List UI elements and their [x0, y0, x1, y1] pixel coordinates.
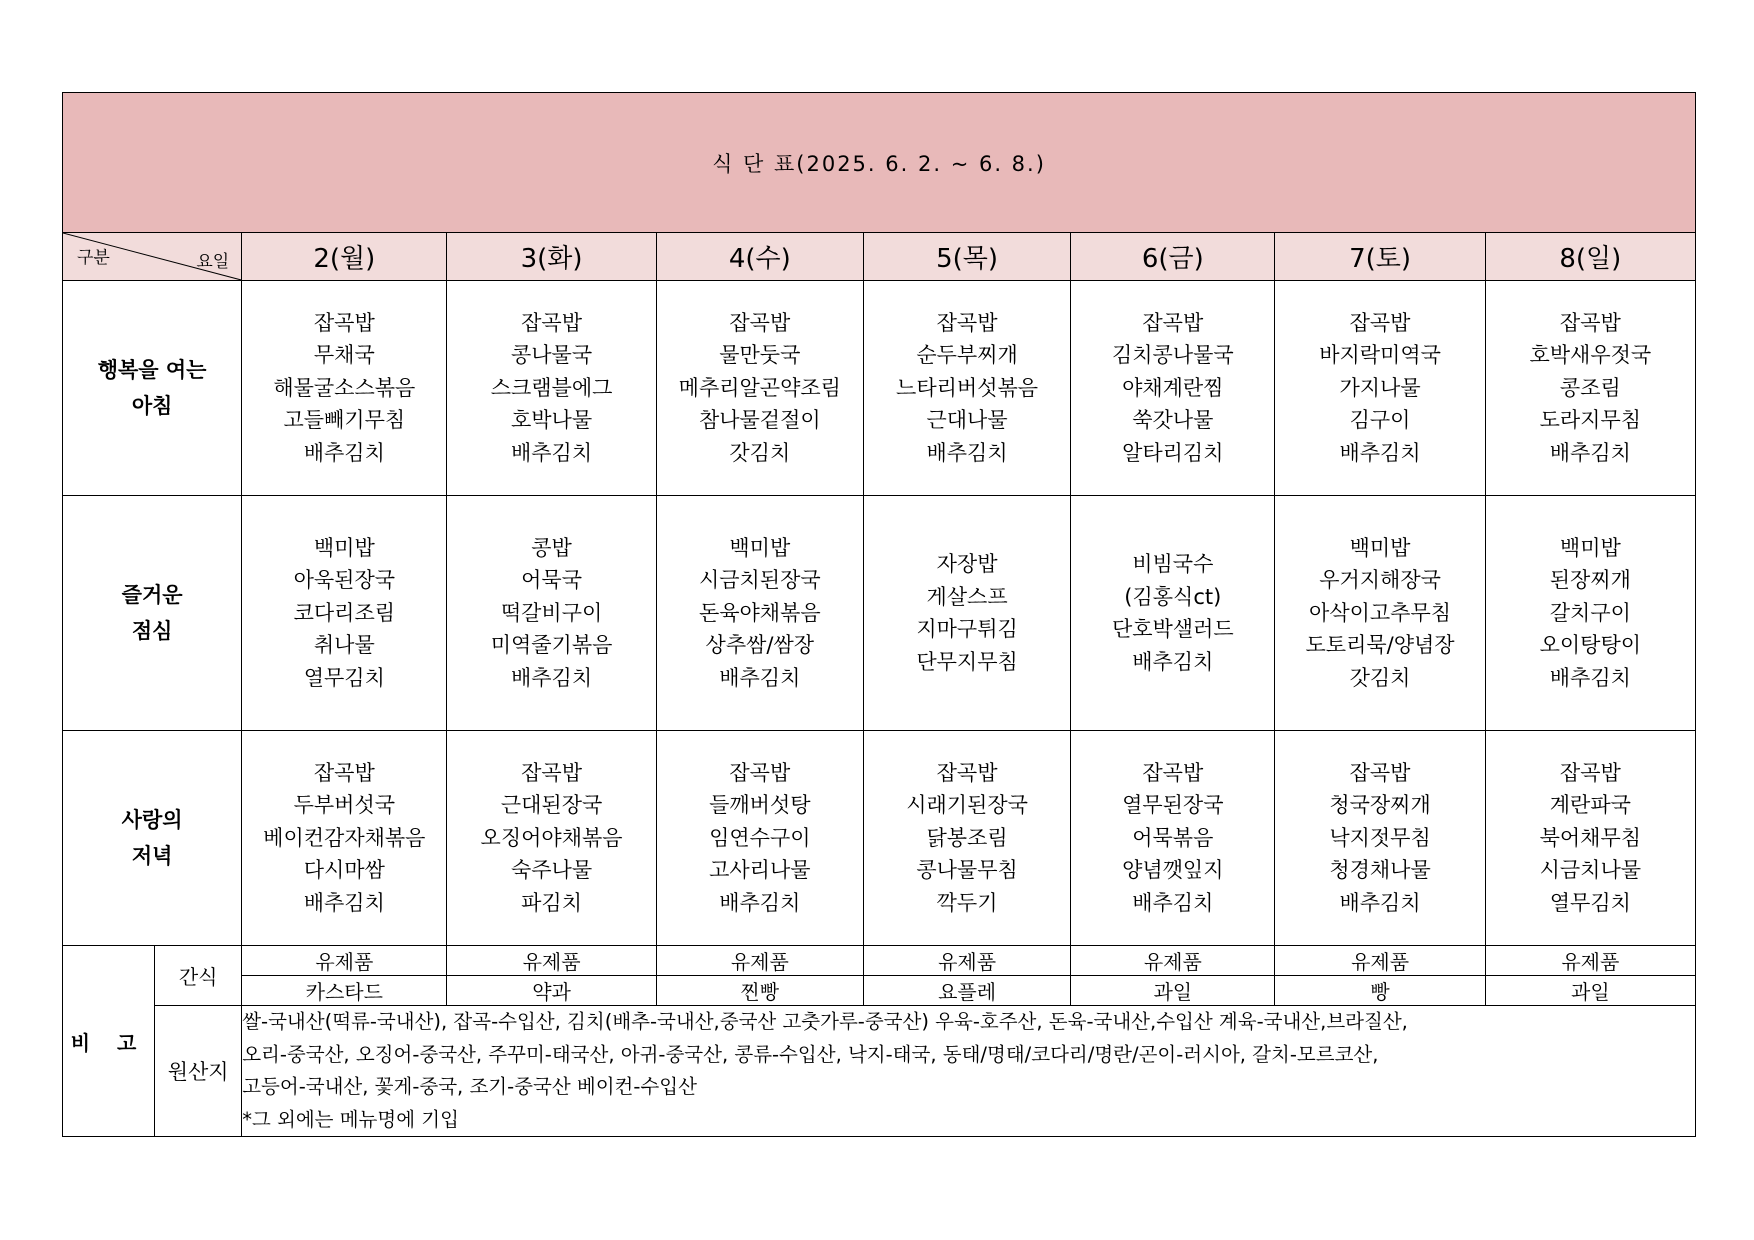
dish-item: 쑥갓나물	[1132, 408, 1214, 433]
dinner-row	[63, 731, 1696, 946]
menu-cell	[863, 496, 1070, 731]
day-header: 8(일)	[1485, 233, 1695, 281]
dish-item: 해물굴소스볶음	[273, 375, 416, 400]
dish-item: 배추김치	[1132, 649, 1214, 674]
dish-item: 열무김치	[303, 665, 385, 690]
dish-item: 잡곡밥	[729, 760, 791, 785]
dish-item: 고사리나물	[709, 858, 811, 883]
dish-item: 호박새우젓국	[1529, 343, 1652, 368]
menu-cell	[1071, 731, 1275, 946]
menu-cell	[1071, 496, 1275, 731]
dish-item: 오이탕탕이	[1539, 633, 1642, 658]
dish-item: 김구이	[1349, 408, 1411, 433]
dish-item: 백미밥	[313, 535, 375, 560]
origin-line: *그 외에는 메뉴명에 기입	[242, 1107, 459, 1131]
dish-item: 깍두기	[936, 890, 998, 915]
origin-line: 오리-중국산, 오징어-중국산, 주꾸미-태국산, 아귀-중국산, 콩류-수입산, 낙지-태국, 동태/명태/코다리/명란/곤이-러시아, 갈치-모르코산,	[242, 1042, 1379, 1066]
menu-cell	[863, 731, 1070, 946]
snack-cell: 유제품	[242, 946, 447, 976]
dish-item: 떡갈비구이	[500, 600, 603, 625]
dish-item: 배추김치	[510, 440, 593, 465]
dish-item: 북어채무침	[1539, 825, 1642, 850]
dish-item: 상추쌈/쌈장	[705, 633, 815, 658]
meal-label	[63, 731, 242, 946]
dish-item: 파김치	[521, 890, 582, 915]
dish-item: 게살스프	[926, 584, 1008, 609]
dish-item: 두부버섯국	[293, 793, 396, 818]
menu-cell	[1275, 496, 1485, 731]
dish-item: 청경채나물	[1329, 858, 1431, 883]
dish-item: 배추김치	[1339, 440, 1421, 465]
dish-item: 들깨버섯탕	[709, 793, 811, 818]
dish-item: 도라지무침	[1539, 408, 1642, 433]
menu-cell	[447, 496, 656, 731]
dish-item: 된장찌개	[1549, 568, 1631, 593]
menu-cell	[1485, 496, 1695, 731]
yoil-label: 요일	[196, 252, 230, 272]
origin-label: 원산지	[155, 1006, 242, 1137]
menu-cell	[242, 496, 447, 731]
dish-item: 호박나물	[510, 408, 593, 433]
dish-item: 갈치구이	[1549, 600, 1631, 625]
meal-label-line: 점심	[131, 619, 173, 643]
dish-item: 베이컨감자채볶음	[263, 825, 426, 850]
meal-label	[63, 496, 242, 731]
dish-item: 가지나물	[1339, 375, 1421, 400]
dish-item: 콩나물무침	[916, 858, 1018, 883]
origin-text-cell	[242, 1006, 1696, 1137]
dish-item: 자장밥	[936, 552, 998, 576]
gubun-header-cell	[63, 233, 242, 281]
dish-item: 계란파국	[1549, 793, 1631, 818]
snack-cell: 유제품	[656, 946, 863, 976]
dish-item: 잡곡밥	[1349, 310, 1411, 335]
origin-row	[63, 1006, 1696, 1137]
dish-item: 스크램블에그	[490, 375, 613, 400]
dish-item: 고들빼기무침	[283, 408, 406, 433]
meal-label-line: 즐거운	[121, 583, 183, 607]
dish-item: 배추김치	[926, 440, 1008, 465]
menu-cell	[656, 731, 863, 946]
dish-item: 배추김치	[719, 665, 801, 690]
dish-item: 야채계란찜	[1122, 375, 1224, 400]
snack-cell: 유제품	[1275, 946, 1485, 976]
menu-cell	[1275, 281, 1485, 496]
dish-item: 잡곡밥	[729, 310, 791, 335]
snack-cell: 요플레	[863, 976, 1070, 1006]
dish-item: 근대된장국	[500, 793, 603, 818]
snack-cell: 카스타드	[242, 976, 447, 1006]
snack-cell: 과일	[1485, 976, 1695, 1006]
dish-item: 콩조림	[1559, 375, 1621, 400]
bigo-label: 비 고	[63, 946, 155, 1137]
dish-item: 단호박샐러드	[1111, 617, 1234, 641]
dish-item: 메추리알곤약조림	[678, 375, 841, 400]
snack-cell: 유제품	[863, 946, 1070, 976]
meal-label-line: 아침	[131, 394, 173, 418]
day-header: 2(월)	[242, 233, 447, 281]
dish-item: 배추김치	[1549, 440, 1631, 465]
dish-item: 단무지무침	[916, 649, 1018, 674]
snack-cell: 빵	[1275, 976, 1485, 1006]
dish-item: 백미밥	[1559, 535, 1621, 560]
dish-item: 느타리버섯볶음	[896, 375, 1039, 400]
dish-item: 물만둣국	[719, 343, 801, 368]
dish-item: 잡곡밥	[313, 760, 375, 785]
menu-table	[62, 92, 1696, 1137]
snack-cell: 약과	[447, 976, 656, 1006]
dish-item: 잡곡밥	[521, 760, 582, 785]
meal-label	[63, 281, 242, 496]
dish-item: 잡곡밥	[313, 310, 375, 335]
day-header: 4(수)	[656, 233, 863, 281]
meal-label-line: 사랑의	[121, 808, 183, 832]
dish-item: 닭봉조림	[926, 825, 1008, 850]
dish-item: 갓김치	[729, 440, 791, 465]
snack-cell: 과일	[1071, 976, 1275, 1006]
dish-item: 우거지해장국	[1319, 568, 1441, 593]
dish-item: 도토리묵/양념장	[1305, 633, 1455, 658]
day-header: 7(토)	[1275, 233, 1485, 281]
dish-item: 김치콩나물국	[1111, 343, 1234, 368]
origin-line: 고등어-국내산, 꽃게-중국, 조기-중국산 베이컨-수입산	[242, 1075, 697, 1098]
dish-item: 비빔국수	[1132, 552, 1214, 576]
menu-cell	[1485, 281, 1695, 496]
dish-item: 시래기된장국	[906, 793, 1028, 818]
dish-item: 취나물	[313, 633, 375, 658]
dish-item: 오징어야채볶음	[480, 825, 623, 850]
dish-item: 배추김치	[510, 665, 593, 690]
day-header: 5(목)	[863, 233, 1070, 281]
page-title: 식 단 표(2025. 6. 2. ~ 6. 8.)	[63, 93, 1696, 233]
dish-item: 백미밥	[729, 535, 791, 560]
dish-item: 배추김치	[1549, 665, 1631, 690]
menu-cell	[656, 281, 863, 496]
dish-item: 양념깻잎지	[1122, 858, 1224, 883]
dish-item: 갓김치	[1349, 665, 1411, 690]
lunch-row	[63, 496, 1696, 731]
dish-item: 잡곡밥	[936, 760, 998, 785]
menu-cell	[1275, 731, 1485, 946]
dish-item: 어묵볶음	[1132, 825, 1214, 850]
menu-cell	[1485, 731, 1695, 946]
dish-item: 낙지젓무침	[1329, 825, 1431, 850]
dish-item: 지마구튀김	[916, 617, 1018, 641]
menu-cell	[447, 731, 656, 946]
dish-item: 임연수구이	[709, 825, 811, 850]
dish-item: 근대나물	[926, 408, 1008, 433]
dish-item: 백미밥	[1349, 535, 1411, 560]
menu-cell	[863, 281, 1070, 496]
breakfast-row	[63, 281, 1696, 496]
menu-cell	[656, 496, 863, 731]
day-header: 3(화)	[447, 233, 656, 281]
menu-cell	[447, 281, 656, 496]
dish-item: 배추김치	[303, 440, 385, 465]
dish-item: 숙주나물	[510, 858, 593, 883]
dish-item: 콩밥	[531, 535, 572, 560]
dish-item: 배추김치	[719, 890, 801, 915]
dish-item: (김홍식ct)	[1124, 584, 1222, 609]
snack-row-2	[63, 976, 1696, 1006]
dish-item: 열무된장국	[1122, 793, 1224, 818]
menu-cell	[1071, 281, 1275, 496]
dish-item: 잡곡밥	[1559, 760, 1621, 785]
dish-item: 잡곡밥	[1349, 760, 1411, 785]
menu-cell	[242, 281, 447, 496]
meal-label-line: 저녁	[131, 844, 173, 868]
origin-line: 쌀-국내산(떡류-국내산), 잡곡-수입산, 김치(배추-국내산,중국산 고춧가루-중국산) 우육-호주산, 돈육-국내산,수입산 계육-국내산,브라질산,	[242, 1010, 1408, 1033]
dish-item: 시금치된장국	[698, 568, 821, 593]
dish-item: 잡곡밥	[1142, 310, 1204, 335]
dish-item: 잡곡밥	[1559, 310, 1621, 335]
snack-cell: 유제품	[447, 946, 656, 976]
dish-item: 배추김치	[1132, 890, 1214, 915]
snack-row-1	[63, 946, 1696, 976]
dish-item: 청국장찌개	[1329, 793, 1431, 818]
dish-item: 참나물겉절이	[698, 408, 821, 433]
dish-item: 시금치나물	[1539, 858, 1642, 883]
gubun-label: 구분	[77, 248, 110, 268]
snack-cell: 유제품	[1071, 946, 1275, 976]
day-header: 6(금)	[1071, 233, 1275, 281]
dish-item: 어묵국	[521, 568, 582, 593]
dish-item: 알타리김치	[1122, 440, 1224, 465]
dish-item: 순두부찌개	[916, 343, 1018, 368]
dish-item: 잡곡밥	[521, 310, 582, 335]
dish-item: 배추김치	[303, 890, 385, 915]
snack-label: 간식	[155, 946, 242, 1006]
dish-item: 코다리조림	[293, 600, 396, 625]
dish-item: 미역줄기볶음	[490, 633, 613, 658]
dish-item: 열무김치	[1549, 890, 1631, 915]
day-header-row	[63, 233, 1696, 281]
dish-item: 바지락미역국	[1319, 343, 1441, 368]
snack-cell: 찐빵	[656, 976, 863, 1006]
dish-item: 잡곡밥	[936, 310, 998, 335]
dish-item: 무채국	[313, 343, 375, 368]
dish-item: 잡곡밥	[1142, 760, 1204, 785]
snack-cell: 유제품	[1485, 946, 1695, 976]
dish-item: 돈육야채볶음	[698, 600, 821, 625]
dish-item: 콩나물국	[510, 343, 593, 368]
dish-item: 배추김치	[1339, 890, 1421, 915]
dish-item: 다시마쌈	[303, 858, 385, 883]
dish-item: 아삭이고추무침	[1309, 600, 1452, 625]
menu-cell	[242, 731, 447, 946]
dish-item: 아욱된장국	[293, 568, 396, 593]
meal-label-line: 행복을 여는	[97, 358, 207, 382]
